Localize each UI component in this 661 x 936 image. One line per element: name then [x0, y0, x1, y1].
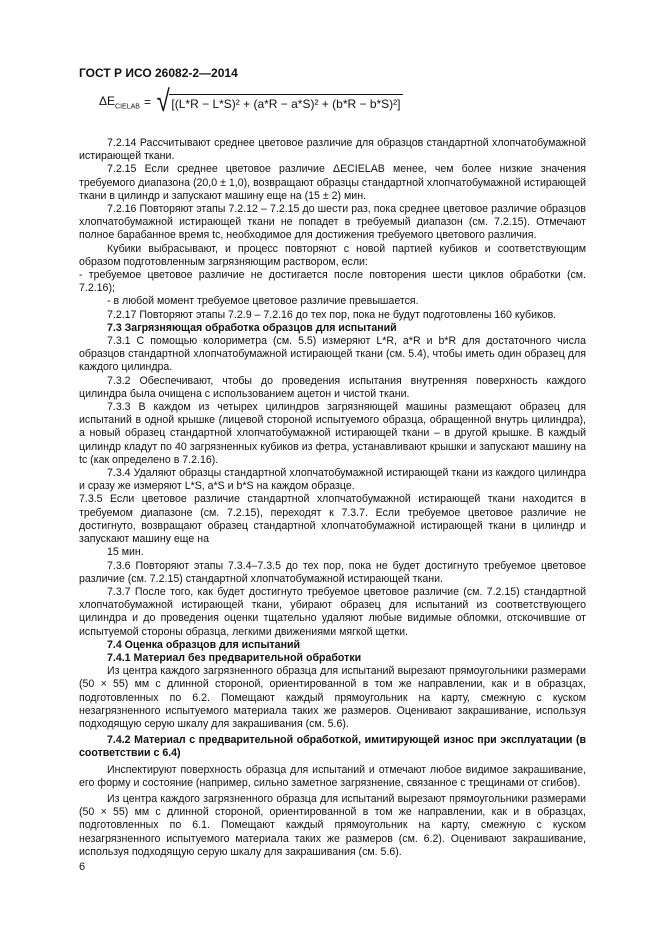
formula-lhs: $\Delta E_{CIELAB}$ [99, 93, 140, 111]
paragraph: Из центра каждого загрязненного образца для испытаний вырезают прямоугольники размерами (50 × 55) мм с длинной стороной, ориентированной в том же направлении, как и в образцах, подготовленных по 6.1. Помещают каждый прямоугольник на карту, смежную с куском незагрязненного испытуемого материала таких же размеров (см. 6.2). Оценивают закрашивание, используя подходящую серую шкалу для закрашивания (см. 5.6). [79, 792, 586, 858]
paragraph: 7.3.7 После того, как будет достигнуто требуемое цветовое различие (см. 7.2.15) стандартной хлопчатобумажной истирающей ткани, убирают образец для испытаний из соответствующего цилиндра и до проведения оценки тщательно удаляют любые видимые обломки, отскочившие от испытуемой стороны образца, легкими движениями мягкой щетки. [79, 585, 586, 638]
paragraph: 7.3.3 В каждом из четырех цилиндров загрязняющей машины размещают образец для испытаний в одной крышке (лицевой стороной испытуемого образца, обращенной внутрь цилиндра), а новый образец стандартной хлопчатобумажной истирающей ткани – в другой крышке. В каждый цилиндр кладут по 40 загрязненных кубиков из фетра, устанавливают крышки и запускают машину на tc (как определено в 7.2.16). [79, 401, 586, 466]
paragraph: 7.4 Оценка образцов для испытаний [107, 638, 300, 651]
paragraph: 7.3.5 Если цветовое различие стандартной хлопчатобумажной истирающей ткани находится в требуемом диапазоне (см. 7.2.15), переходят к 7.3.7. Если требуемое цветовое различие не достигнуто, возвращают образец стандартной хлопчатобумажной истирающей ткани в цилиндр и запускают машину еще на [79, 493, 586, 546]
paragraph: 15 мин. [107, 546, 144, 559]
paragraph: 7.3.6 Повторяют этапы 7.3.4–7.3.5 до тех пор, пока не будет достигнуто требуемое цветовое различие (см. 7.2.15) стандартной хлопчатобумажной истирающей ткани. [79, 559, 586, 585]
formula-equals: = [143, 95, 151, 109]
paragraph: 7.3.2 Обеспечивают, чтобы до проведения испытания внутренняя поверхность каждого цилиндра была очищена с использованием ацетон и чистой ткани. [79, 374, 586, 400]
paragraph: 7.4.1 Материал без предварительной обработки [107, 651, 362, 664]
formula-radicand: [(L*R − L*S)² + (a*R − a*S)² + (b*R − b*S)²] [169, 94, 402, 111]
paragraph: Кубики выбрасывают, и процесс повторяют с новой партией кубиков и соответствующим образом подготовленным загрязняющим раствором, если: [79, 242, 586, 268]
color-difference-formula [99, 86, 403, 118]
square-root-icon: √ [156, 85, 170, 118]
paragraph: 7.2.14 Рассчитывают среднее цветовое различие для образцов стандартной хлопчатобумажной истирающей ткани. [79, 137, 586, 163]
paragraph: 7.3 Загрязняющая обработка образцов для испытаний [107, 321, 397, 334]
document-header: ГОСТ Р ИСО 26082-2—2014 [79, 66, 238, 80]
paragraph: Инспектируют поверхность образца для испытаний и отмечают любое видимое закрашивание, его форму и состояние (например, сильно заметное загрязнение, связанное с трещинами от сгибов). [79, 763, 586, 789]
paragraph: 7.3.1 С помощью колориметра (см. 5.5) измеряют L*R, a*R и b*R для достаточного числа образцов стандартной хлопчатобумажной истирающей ткани (см. 5.4), чтобы иметь один образец для каждого цилиндра. [79, 335, 586, 374]
document-body [79, 137, 586, 859]
paragraph: - в любой момент требуемое цветовое различие превышается. [107, 295, 419, 308]
paragraph: - требуемое цветовое различие не достигается после повторения шести циклов обработки (см. 7.2.16); [79, 269, 586, 295]
paragraph: 7.3.4 Удаляют образцы стандартной хлопчатобумажной истирающей ткани из каждого цилиндра и сразу же измеряют L*S, a*S и b*S на каждом образце. [79, 467, 586, 493]
paragraph: 7.2.17 Повторяют этапы 7.2.9 – 7.2.16 до тех пор, пока не будут подготовлены 160 кубиков. [107, 308, 557, 321]
paragraph: 7.4.2 Материал с предварительной обработкой, имитирующей износ при эксплуатации (в соответствии с 6.4) [79, 734, 586, 760]
paragraph: 7.2.15 Если среднее цветовое различие ΔECIELAB менее, чем более низкие значения требуемого диапазона (20,0 ± 1,0), возвращают образцы стандартной хлопчатобумажной истирающей ткани в цилиндр и запускают машину еще на (15 ± 2) мин. [79, 163, 586, 202]
page-number: 6 [79, 861, 86, 873]
paragraph: 7.2.16 Повторяют этапы 7.2.12 – 7.2.15 до шести раз, пока среднее цветовое различие образцов хлопчатобумажной истирающей ткани не попадет в требуемый диапазон (см. 7.2.15). Отмечают полное барабанное время tc, необходимое для достижения требуемого цветового различия. [79, 203, 586, 242]
paragraph: Из центра каждого загрязненного образца для испытаний вырезают прямоугольники размерами (50 × 55) мм с длинной стороной, ориентированной в том же направлении, как и в образцах, подготовленных по 6.2. Помещают каждый прямоугольник на карту, смежную с куском незагрязненного испытуемого материала таких же размеров. Оценивают закрашивание, используя подходящую серую шкалу для закрашивания (см. 5.6). [79, 665, 586, 730]
